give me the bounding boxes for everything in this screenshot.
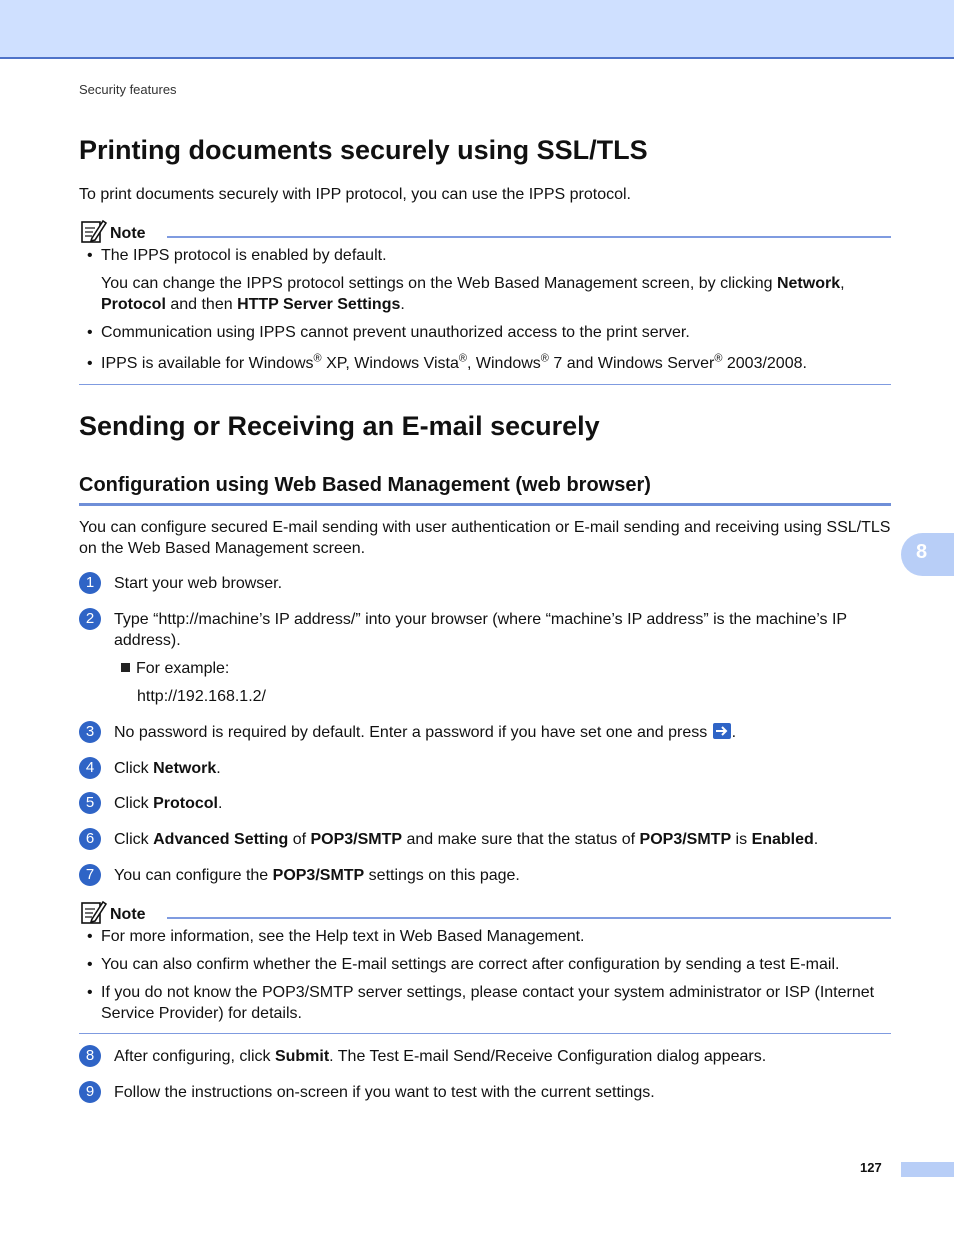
breadcrumb: Security features <box>79 82 177 97</box>
section-title-email: Sending or Receiving an E-mail securely <box>79 411 600 441</box>
subsection-intro: You can configure secured E-mail sending with user authentication or E-mail sending and receiving using SSL/TLS on the Web Based Management screen. <box>79 519 891 557</box>
step-number: 7 <box>79 864 101 886</box>
step-number: 3 <box>79 721 101 743</box>
square-bullet-icon <box>121 663 130 672</box>
header-band <box>0 0 954 59</box>
step-number: 6 <box>79 828 101 850</box>
note-pencil-icon <box>79 898 107 926</box>
note-header <box>79 217 891 247</box>
step-number: 9 <box>79 1081 101 1103</box>
section-intro: To print documents securely with IPP protocol, you can use the IPPS protocol. <box>79 186 631 203</box>
chapter-number: 8 <box>916 541 928 563</box>
note-header <box>79 898 891 928</box>
go-arrow-icon <box>713 723 731 739</box>
subsection-title: Configuration using Web Based Management (web browser) <box>79 474 651 496</box>
note-end-rule <box>79 1033 891 1034</box>
step-number: 2 <box>79 608 101 630</box>
section-title-ssl-tls: Printing documents securely using SSL/TLS <box>79 135 648 165</box>
example-url: http://192.168.1.2/ <box>137 688 266 705</box>
footer-bar <box>901 1162 954 1177</box>
step-number: 1 <box>79 572 101 594</box>
chapter-tab <box>901 533 954 576</box>
step-number: 5 <box>79 792 101 814</box>
note-rule <box>167 236 891 238</box>
step-number: 8 <box>79 1045 101 1067</box>
step-number: 4 <box>79 757 101 779</box>
page-number: 127 <box>860 1160 882 1175</box>
note-end-rule <box>79 384 891 385</box>
note-label: Note <box>110 906 146 923</box>
note-rule <box>167 917 891 919</box>
subsection-rule <box>79 503 891 506</box>
example-label: For example: <box>121 658 229 679</box>
note-bullet-continuation: You can change the IPPS protocol settings on the Web Based Management screen, by clicking Network, Protocol and then HTTP Server Settings. <box>101 275 845 313</box>
note-pencil-icon <box>79 217 107 245</box>
note-label: Note <box>110 225 146 242</box>
